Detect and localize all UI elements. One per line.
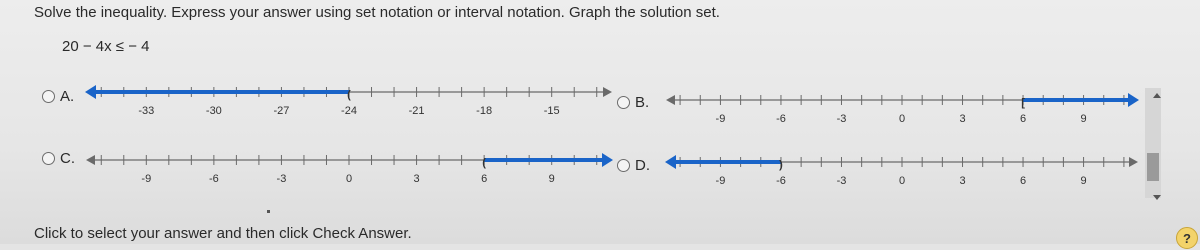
axis-left-arrow-icon: [86, 155, 95, 165]
inequality-expression: 20 − 4x ≤ − 4: [62, 38, 150, 55]
help-button[interactable]: ?: [1176, 227, 1198, 249]
tick-label: 0: [898, 175, 906, 187]
tick-label: -9: [715, 113, 726, 125]
tick-label: 6: [481, 173, 488, 185]
vertical-scrollbar[interactable]: [1145, 88, 1161, 198]
tick-label: 3: [959, 113, 966, 125]
option-b-label: B.: [635, 94, 650, 111]
scroll-down-arrow-icon[interactable]: [1153, 195, 1161, 200]
option-a-label: A.: [60, 88, 75, 105]
tick-label: -6: [776, 113, 786, 125]
question-instruction: Solve the inequality. Express your answer using set notation or interval notation. Graph the solution set.: [34, 4, 720, 21]
tick-label: 9: [1080, 175, 1087, 187]
tick-label: -6: [208, 173, 219, 185]
tick-label: 0: [898, 113, 906, 125]
solution-endpoint: (: [482, 157, 486, 169]
cursor-dot: [267, 210, 270, 213]
tick-label: -21: [408, 105, 425, 117]
solution-left-arrow-icon: [665, 155, 676, 169]
option-c-label: C.: [60, 150, 75, 167]
option-a-number-line: [84, 82, 614, 122]
footer-instruction: Click to select your answer and then click Check Answer.: [34, 225, 412, 242]
option-d-label: D.: [635, 157, 650, 174]
scrollbar-thumb[interactable]: [1147, 153, 1159, 181]
tick-label: -6: [776, 175, 786, 187]
option-c-radio[interactable]: [42, 152, 55, 165]
option-c-number-line: [84, 150, 614, 190]
tick-label: -33: [138, 105, 155, 117]
tick-label: -30: [205, 105, 222, 117]
axis-right-arrow-icon: [1129, 157, 1138, 167]
option-b-radio[interactable]: [617, 96, 630, 109]
solution-left-arrow-icon: [85, 85, 96, 99]
option-b-number-line: [664, 90, 1140, 130]
tick-label: 9: [548, 173, 555, 185]
tick-label: 3: [413, 173, 420, 185]
tick-label: -15: [543, 105, 560, 117]
tick-label: 6: [1019, 113, 1027, 125]
tick-label: 3: [959, 175, 966, 187]
option-a[interactable]: [42, 88, 74, 105]
solution-endpoint: ): [779, 159, 783, 171]
tick-label: -27: [273, 105, 290, 117]
tick-label: -24: [341, 105, 357, 117]
scrollbar-track[interactable]: [1145, 88, 1161, 198]
tick-label: -9: [715, 175, 726, 187]
tick-label: 6: [1019, 175, 1027, 187]
solution-endpoint: [: [1021, 97, 1025, 109]
scroll-up-arrow-icon[interactable]: [1153, 93, 1161, 98]
axis-left-arrow-icon: [666, 95, 675, 105]
tick-label: 0: [345, 173, 353, 185]
tick-label: -18: [476, 105, 493, 117]
option-d[interactable]: [617, 157, 650, 174]
solution-right-arrow-icon: [1128, 93, 1139, 107]
solution-right-arrow-icon: [602, 153, 613, 167]
option-b[interactable]: [617, 94, 649, 111]
tick-label: -3: [276, 173, 287, 185]
option-d-number-line: [664, 152, 1140, 192]
axis-right-arrow-icon: [603, 87, 612, 97]
option-a-radio[interactable]: [42, 90, 55, 103]
option-d-radio[interactable]: [617, 159, 630, 172]
tick-label: -3: [836, 113, 847, 125]
tick-label: -3: [836, 175, 847, 187]
option-c[interactable]: [42, 150, 75, 167]
tick-label: -9: [141, 173, 152, 185]
tick-label: 9: [1080, 113, 1087, 125]
solution-endpoint: (: [347, 89, 351, 101]
